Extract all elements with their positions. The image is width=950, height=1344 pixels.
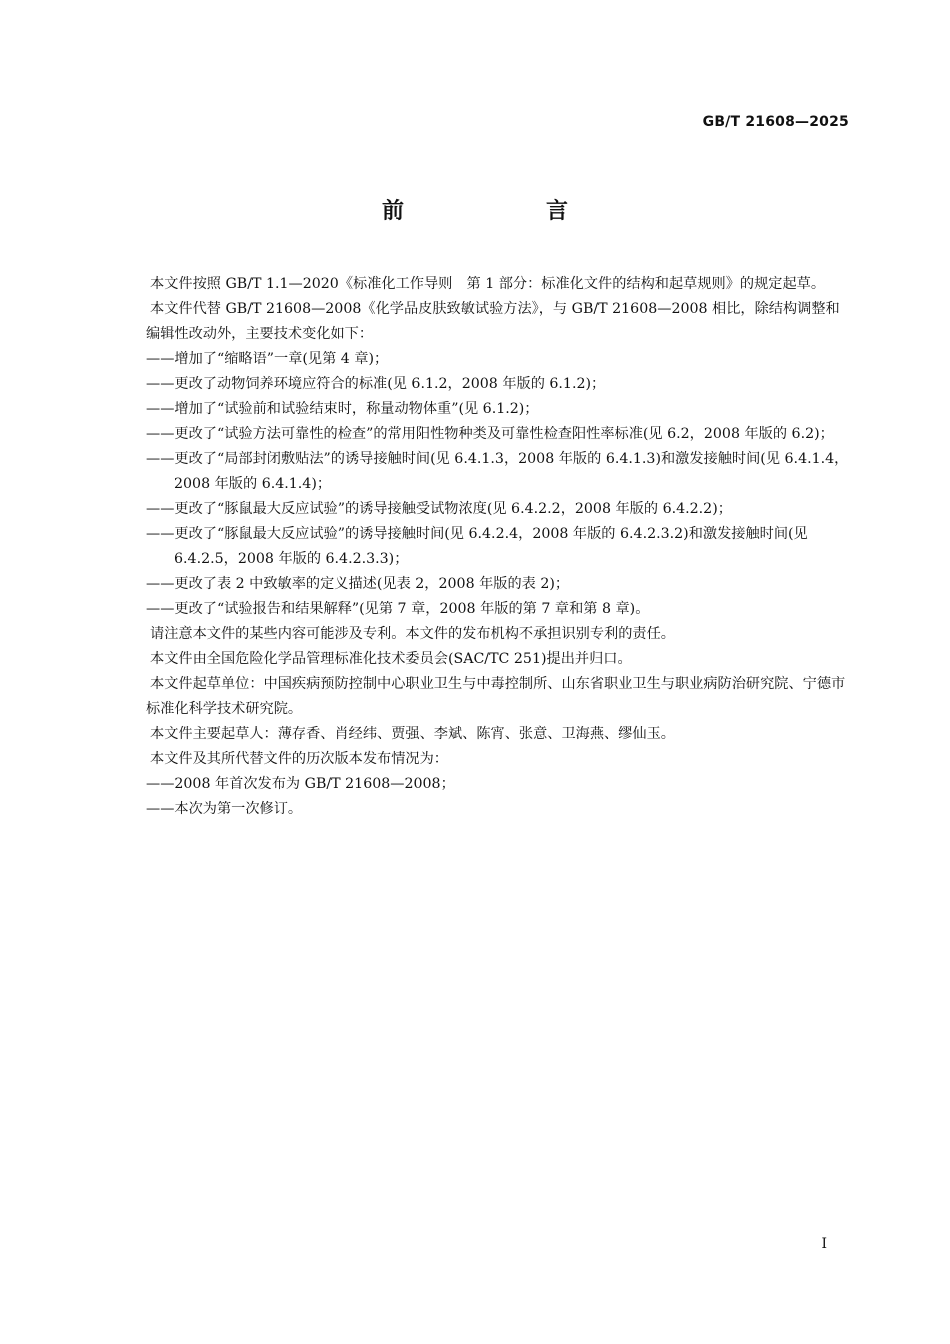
paragraph: 本文件按照 GB/T 1.1—2020《标准化工作导则 第 1 部分：标准化文件的结构和起草规则》的规定起草。 <box>150 276 826 292</box>
paragraph: 本文件及其所代替文件的历次版本发布情况为： <box>150 751 448 767</box>
foreword-body <box>146 272 852 822</box>
list-item: ——更改了“豚鼠最大反应试验”的诱导接触受试物浓度(见 6.4.2.2，2008 年版的 6.4.2.2)； <box>146 501 732 517</box>
list-item: ——更改了“局部封闭敷贴法”的诱导接触时间(见 6.4.1.3，2008 年版的 6.4.1.3)和激发接触时间(见 6.4.1.4，2008 年版的 6.4.1.4)； <box>146 451 849 492</box>
paragraph: 本文件由全国危险化学品管理标准化技术委员会(SAC/TC 251)提出并归口。 <box>150 651 632 667</box>
list-item: ——本次为第一次修订。 <box>146 801 303 817</box>
standard-code: GB/T 21608—2025 <box>702 114 849 130</box>
list-item: ——更改了“试验报告和结果解释”(见第 7 章，2008 年版的第 7 章和第 8 章)。 <box>146 601 650 617</box>
list-item: ——2008 年首次发布为 GB/T 21608—2008； <box>146 776 455 792</box>
list-item: ——更改了表 2 中致敏率的定义描述(见表 2，2008 年版的表 2)； <box>146 576 570 592</box>
paragraph: 本文件起草单位：中国疾病预防控制中心职业卫生与中毒控制所、山东省职业卫生与职业病防治研究院、宁德市标准化科学技术研究院。 <box>146 676 846 717</box>
list-item: ——更改了“试验方法可靠性的检查”的常用阳性物种类及可靠性检查阳性率标准(见 6.2，2008 年版的 6.2)； <box>146 426 834 442</box>
paragraph: 本文件主要起草人：薄存香、肖经纬、贾强、李斌、陈宵、张意、卫海燕、缪仙玉。 <box>150 726 675 742</box>
list-item: ——增加了“缩略语”一章(见第 4 章)； <box>146 351 389 367</box>
page-title: 前 言 <box>381 199 628 224</box>
list-item: ——更改了“豚鼠最大反应试验”的诱导接触时间(见 6.4.2.4，2008 年版的 6.4.2.3.2)和激发接触时间(见 6.4.2.5，2008 年版的 6.4.2.3.3)； <box>146 526 808 567</box>
list-item: ——增加了“试验前和试验结束时，称量动物体重”(见 6.1.2)； <box>146 401 539 417</box>
page-number: I <box>821 1236 827 1252</box>
paragraph: 本文件代替 GB/T 21608—2008《化学品皮肤致敏试验方法》，与 GB/T 21608—2008 相比，除结构调整和编辑性改动外，主要技术变化如下： <box>146 301 840 342</box>
paragraph: 请注意本文件的某些内容可能涉及专利。本文件的发布机构不承担识别专利的责任。 <box>150 626 675 642</box>
list-item: ——更改了动物饲养环境应符合的标准(见 6.1.2，2008 年版的 6.1.2)； <box>146 376 606 392</box>
